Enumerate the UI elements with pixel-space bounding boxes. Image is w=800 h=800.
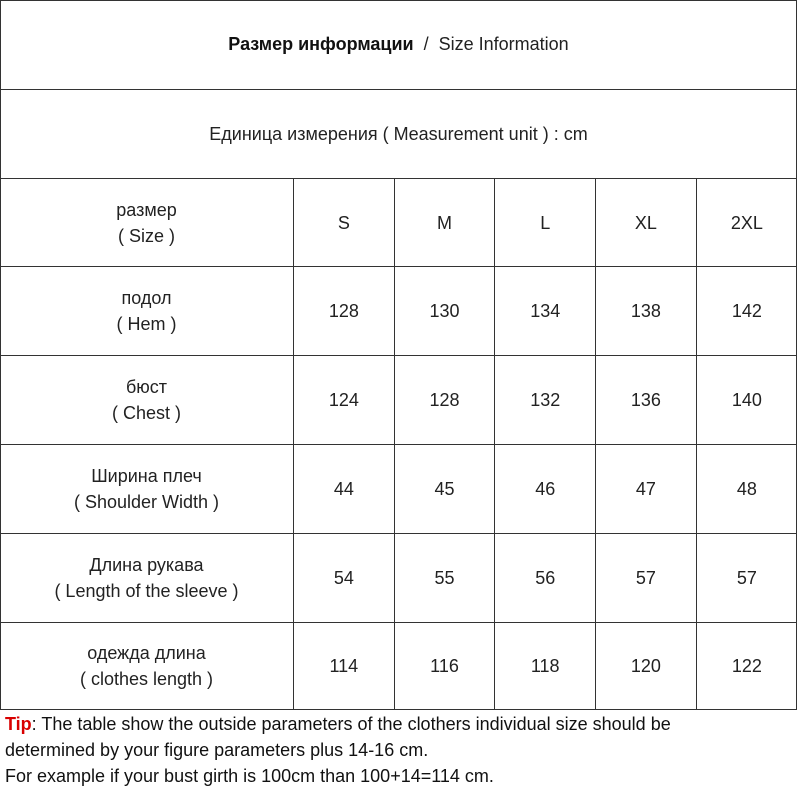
measurement-unit-text: Единица измерения ( Measurement unit ) : cm (209, 123, 588, 144)
value-cell: 128 (294, 267, 395, 356)
value-cell: 57 (696, 533, 797, 622)
value-cell: 140 (696, 356, 797, 445)
row-label (0, 267, 294, 356)
value-cell: 45 (394, 444, 495, 533)
title-row (0, 0, 797, 90)
value-cell: 46 (495, 444, 596, 533)
value-cell: 132 (495, 356, 596, 445)
value-cell: 47 (596, 444, 697, 533)
measurement-unit-row (0, 90, 797, 179)
label-ru: Ширина плеч (91, 465, 202, 486)
table-row (0, 356, 797, 445)
title-russian: Размер информации (228, 34, 414, 54)
value-cell: 122 (696, 622, 797, 710)
size-header-row (0, 179, 797, 267)
value-cell: 118 (495, 622, 596, 710)
value-cell: 116 (394, 622, 495, 710)
tip-line-2: determined by your figure parameters plus 14-16 cm. (5, 740, 429, 760)
table-row (0, 622, 797, 710)
value-cell: 54 (294, 533, 395, 622)
label-ru: Длина рукава (89, 554, 204, 575)
row-label (0, 356, 294, 445)
label-ru: одежда длина (87, 643, 206, 664)
value-cell: 44 (294, 444, 395, 533)
value-cell: 124 (294, 356, 395, 445)
value-cell: 138 (596, 267, 697, 356)
label-ru: размер (116, 199, 177, 220)
row-label (0, 533, 294, 622)
size-cell: M (394, 179, 495, 267)
label-en: ( Length of the sleeve ) (54, 580, 239, 601)
value-cell: 142 (696, 267, 797, 356)
size-cell: 2XL (696, 179, 797, 267)
value-cell: 136 (596, 356, 697, 445)
size-table (0, 179, 797, 710)
tip-line-3: For example if your bust girth is 100cm than 100+14=114 cm. (5, 766, 494, 786)
label-en: ( Size ) (117, 225, 175, 246)
table-row (0, 267, 797, 356)
label-en: ( clothes length ) (79, 669, 214, 690)
row-label (0, 444, 294, 533)
title-english: Size Information (438, 34, 569, 54)
label-en: ( Hem ) (116, 314, 177, 335)
label-en: ( Chest ) (111, 403, 181, 424)
title-separator: / (423, 34, 429, 54)
row-label (0, 622, 294, 710)
label-en: ( Shoulder Width ) (73, 491, 220, 512)
label-ru: подол (121, 288, 172, 309)
tip-label: Tip (5, 714, 32, 734)
size-cell: XL (596, 179, 697, 267)
value-cell: 134 (495, 267, 596, 356)
value-cell: 55 (394, 533, 495, 622)
table-row (0, 533, 797, 622)
value-cell: 120 (596, 622, 697, 710)
size-header-label (0, 179, 294, 267)
value-cell: 114 (294, 622, 395, 710)
size-cell: S (294, 179, 395, 267)
size-cell: L (495, 179, 596, 267)
value-cell: 130 (394, 267, 495, 356)
value-cell: 48 (696, 444, 797, 533)
value-cell: 57 (596, 533, 697, 622)
tip-note (5, 711, 795, 789)
value-cell: 128 (394, 356, 495, 445)
value-cell: 56 (495, 533, 596, 622)
label-ru: бюст (125, 377, 168, 398)
tip-line-1 (5, 711, 795, 737)
tip-text-1: : The table show the outside parameters of the clothers individual size should be (31, 714, 671, 734)
table-row (0, 444, 797, 533)
